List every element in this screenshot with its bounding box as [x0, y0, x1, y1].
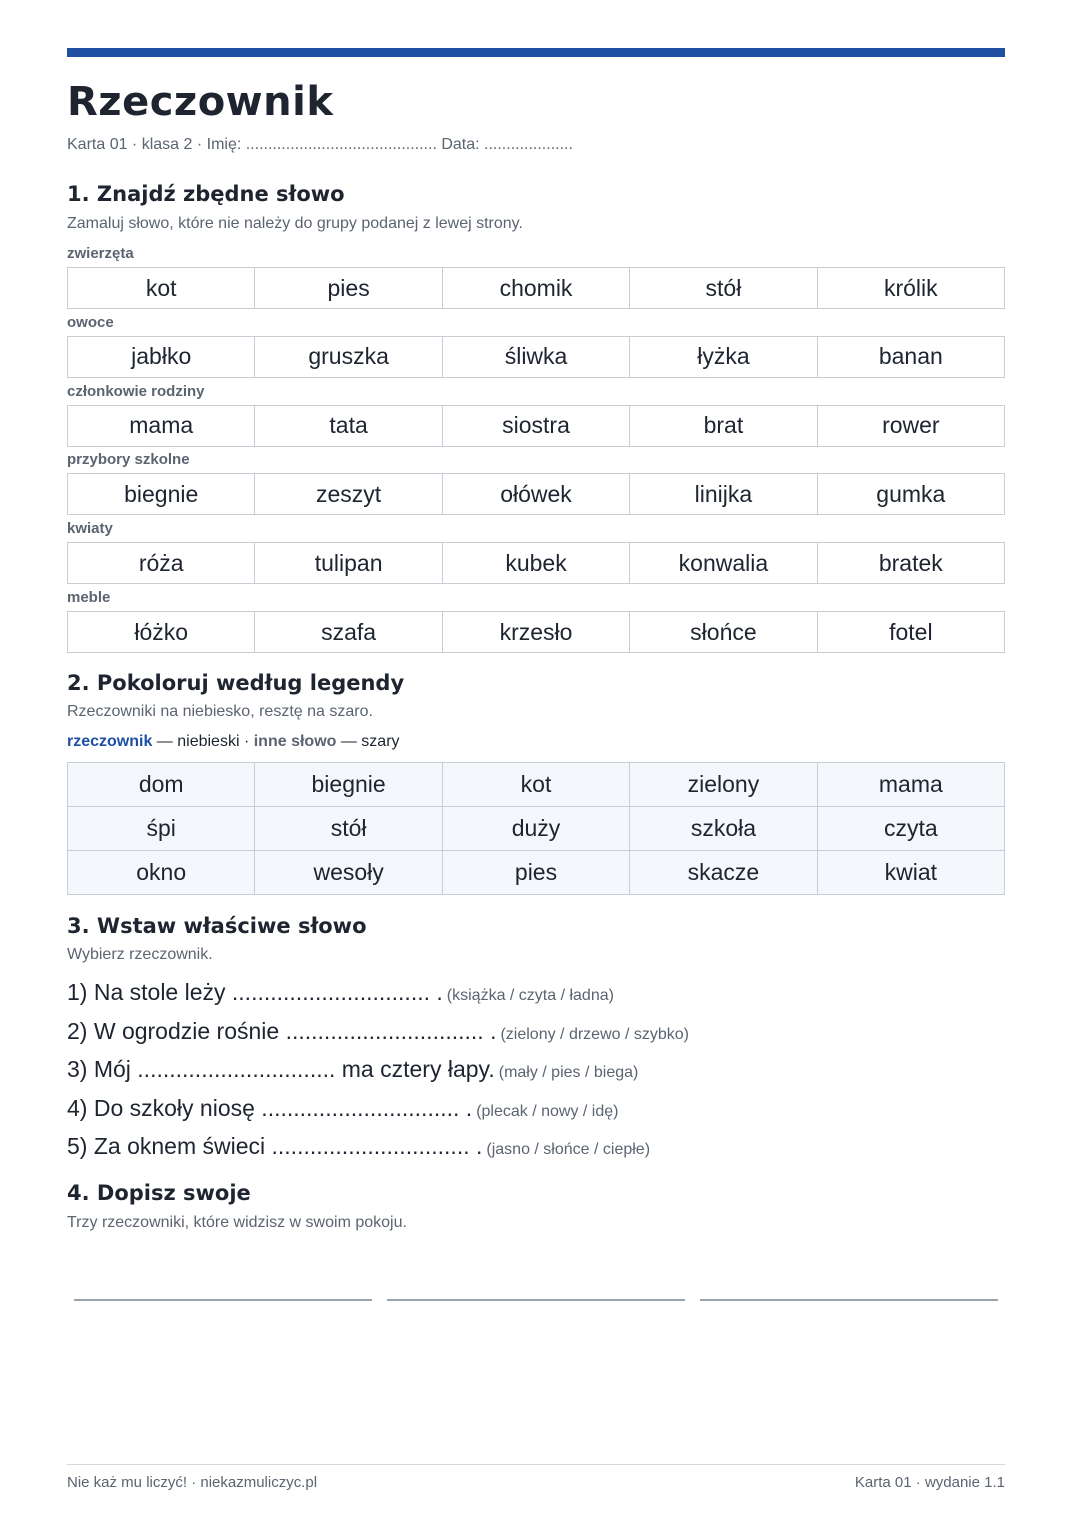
footer-site: Nie każ mu liczyć! · niekazmuliczyc.pl: [67, 1474, 318, 1491]
group-label: członkowie rodziny: [67, 382, 205, 400]
grid-cell[interactable]: wesoły: [255, 851, 442, 894]
sentence-text: 2) W ogrodzie rośnie ............................... .: [67, 1017, 497, 1044]
sentence-item: [67, 1053, 1005, 1092]
top-accent-bar: [67, 48, 1005, 57]
grid-cell[interactable]: stół: [255, 807, 442, 850]
word-cell[interactable]: bratek: [878, 549, 943, 576]
grid-cell[interactable]: biegnie: [255, 763, 442, 806]
word-cell[interactable]: ołówek: [443, 474, 630, 514]
worksheet-meta: Karta 01 · klasa 2 · Imię: ........................................... Data: ....................: [67, 136, 573, 153]
sentence-options: (zielony / drzewo / szybko): [500, 1025, 689, 1043]
answer-line-1[interactable]: [74, 1299, 372, 1301]
sentence-text: 3) Mój ............................... ma cztery łapy.: [67, 1056, 495, 1082]
word-cell[interactable]: rower: [882, 412, 940, 439]
grid-row: [68, 807, 1004, 851]
section-2-subtitle: Rzeczowniki na niebiesko, resztę na szaro.: [67, 703, 373, 720]
section-1-subtitle: Zamaluj słowo, które nie należy do grupy podanej z lewej strony.: [67, 215, 523, 232]
word-cell[interactable]: szafa: [255, 612, 442, 652]
legend-noun-label: rzeczownik: [67, 733, 153, 750]
group-label: meble: [67, 589, 111, 606]
sentence-options: (jasno / słońce / ciepłe): [486, 1141, 651, 1158]
word-cell[interactable]: słońce: [630, 612, 817, 652]
word-cell[interactable]: łóżko: [68, 612, 255, 652]
word-group: [67, 313, 1005, 378]
grid-cell[interactable]: kwiat: [884, 859, 938, 885]
fill-in-sentences: [67, 976, 1005, 1169]
grid-cell[interactable]: dom: [68, 763, 255, 806]
sentence-options: (mały / pies / biega): [498, 1064, 639, 1081]
word-cell[interactable]: łyżka: [630, 337, 817, 377]
word-row: [67, 473, 1005, 515]
grid-cell[interactable]: mama: [878, 771, 943, 797]
section-3-subtitle: Wybierz rzeczownik.: [67, 946, 213, 963]
word-cell[interactable]: stół: [630, 268, 817, 308]
grid-cell[interactable]: duży: [443, 807, 630, 850]
sentence-item: [67, 1092, 1005, 1131]
section-2-title: 2. Pokoloruj według legendy: [67, 671, 405, 695]
legend-other-text: — szary: [336, 733, 400, 750]
section-1-title: 1. Znajdź zbędne słowo: [67, 182, 345, 206]
legend-noun-text: — niebieski ·: [152, 733, 254, 750]
word-group: [67, 519, 1005, 584]
word-group: [67, 244, 1005, 309]
color-legend: [67, 733, 400, 751]
word-cell[interactable]: jabłko: [68, 337, 255, 377]
word-cell[interactable]: mama: [68, 406, 255, 446]
word-cell[interactable]: banan: [878, 343, 943, 370]
word-cell[interactable]: fotel: [889, 618, 933, 645]
word-cell[interactable]: pies: [255, 268, 442, 308]
word-cell[interactable]: biegnie: [68, 474, 255, 514]
word-cell[interactable]: linijka: [630, 474, 817, 514]
word-cell[interactable]: róża: [68, 543, 255, 583]
word-cell[interactable]: brat: [630, 406, 817, 446]
sentence-text: 5) Za oknem świeci ............................... .: [67, 1133, 483, 1159]
grid-cell[interactable]: kot: [443, 763, 630, 806]
sentence-options: (plecak / nowy / idę): [476, 1102, 619, 1120]
footer-divider: [67, 1464, 1005, 1465]
footer-edition: Karta 01 · wydanie 1.1: [854, 1474, 1005, 1491]
word-row: [67, 611, 1005, 653]
answer-line-2[interactable]: [387, 1299, 685, 1301]
group-label: kwiaty: [67, 520, 113, 538]
sentence-item: [67, 1130, 1005, 1169]
word-group: [67, 588, 1005, 653]
sentence-item: [67, 1015, 1005, 1054]
section-3-title: 3. Wstaw właściwe słowo: [67, 914, 367, 938]
sentence-item: [67, 976, 1005, 1015]
grid-row: [68, 851, 1004, 894]
grid-row: [68, 763, 1004, 807]
section-4-subtitle: Trzy rzeczowniki, które widzisz w swoim pokoju.: [67, 1214, 407, 1231]
group-label: przybory szkolne: [67, 451, 190, 469]
word-cell[interactable]: tulipan: [255, 543, 442, 583]
grid-cell[interactable]: zielony: [630, 763, 817, 806]
word-cell[interactable]: tata: [255, 406, 442, 446]
grid-cell[interactable]: okno: [68, 851, 255, 894]
word-cell[interactable]: krzesło: [443, 612, 630, 652]
group-label: zwierzęta: [67, 245, 134, 262]
word-cell[interactable]: śliwka: [443, 337, 630, 377]
word-row: [67, 267, 1005, 309]
word-cell[interactable]: konwalia: [630, 543, 817, 583]
word-cell[interactable]: kot: [68, 268, 255, 308]
word-group: [67, 382, 1005, 447]
group-label: owoce: [67, 313, 114, 331]
sentence-text: 1) Na stole leży ............................... .: [67, 979, 443, 1005]
word-cell[interactable]: królik: [883, 274, 938, 301]
answer-line-3[interactable]: [700, 1299, 998, 1301]
word-cell[interactable]: gumka: [876, 480, 946, 507]
grid-cell[interactable]: czyta: [883, 815, 938, 841]
word-cell[interactable]: zeszyt: [255, 474, 442, 514]
word-row: [67, 336, 1005, 378]
coloring-grid: [67, 762, 1005, 895]
word-cell[interactable]: gruszka: [255, 337, 442, 377]
page-title: Rzeczownik: [67, 79, 334, 125]
grid-cell[interactable]: pies: [443, 851, 630, 894]
word-cell[interactable]: kubek: [443, 543, 630, 583]
word-cell[interactable]: chomik: [443, 268, 630, 308]
grid-cell[interactable]: śpi: [68, 807, 255, 850]
sentence-options: (książka / czyta / ładna): [446, 987, 614, 1004]
word-row: [67, 542, 1005, 584]
word-cell[interactable]: siostra: [443, 406, 630, 446]
word-row: [67, 405, 1005, 447]
section-4-title: 4. Dopisz swoje: [67, 1181, 251, 1205]
grid-cell[interactable]: skacze: [630, 851, 817, 894]
sentence-text: 4) Do szkoły niosę ............................... .: [67, 1094, 473, 1121]
grid-cell[interactable]: szkoła: [630, 807, 817, 850]
legend-other-label: inne słowo: [253, 733, 337, 750]
word-group: [67, 450, 1005, 515]
